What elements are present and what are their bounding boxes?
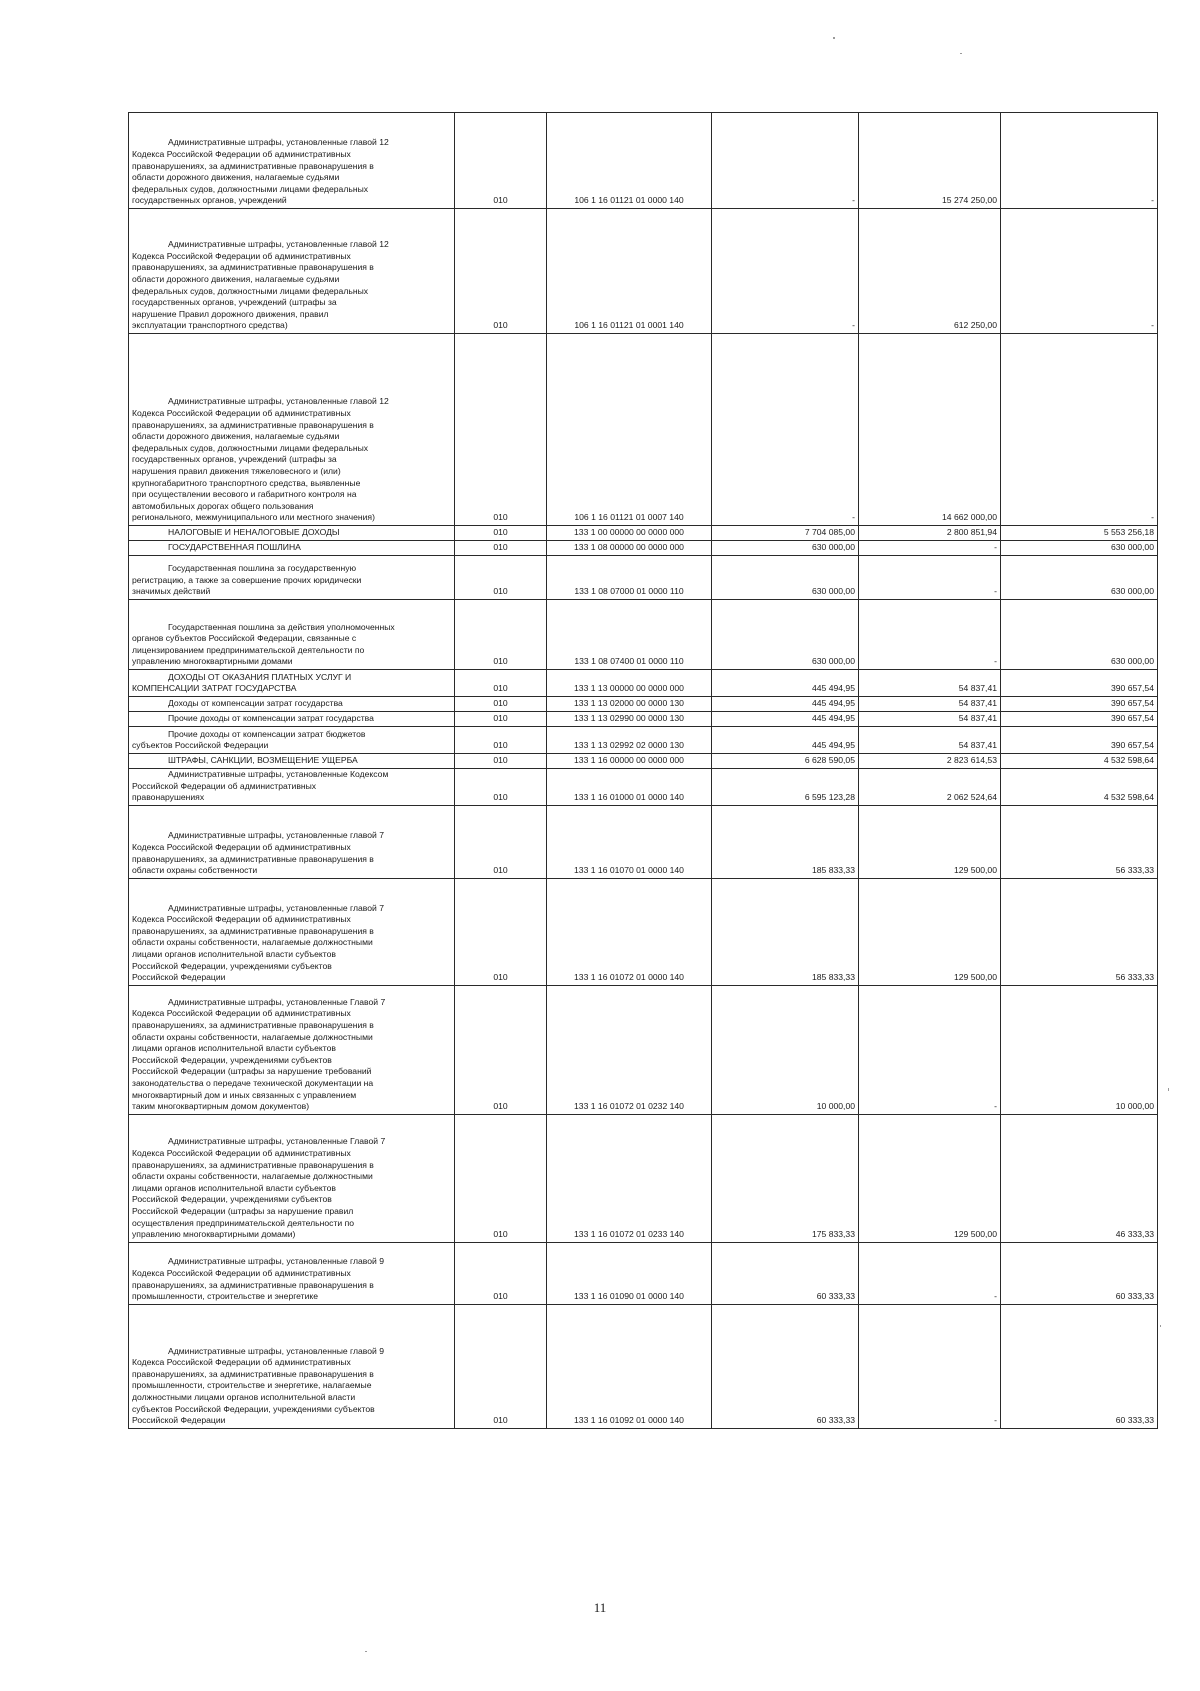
row-name-cell (129, 697, 455, 712)
scan-speck (1160, 1325, 1161, 1327)
row-name-cell (129, 805, 455, 878)
row-kbk-cell: 133 1 08 07000 01 0000 110 (547, 556, 712, 600)
row-name-line: субъектов Российской Федерации (132, 740, 269, 751)
table-body (129, 113, 1158, 1429)
row-executed-cell: 54 837,41 (859, 697, 1001, 712)
row-remaining-cell: 630 000,00 (1001, 600, 1158, 670)
row-plan-cell: 630 000,00 (712, 541, 859, 556)
scan-speck (960, 53, 962, 54)
row-name-line: лицами органов исполнительной власти субъектов (132, 1043, 336, 1054)
row-name-line: Административные штрафы, установленные главой 9 (168, 1256, 385, 1267)
table-row (129, 769, 1158, 806)
row-name-line: правонарушениях, за административные правонарушения в (132, 160, 374, 171)
row-name-cell (129, 985, 455, 1114)
row-name-line: правонарушениях, за административные правонарушения в (132, 1279, 374, 1290)
row-plan-cell: 6 628 590,05 (712, 754, 859, 769)
row-code-cell: 010 (455, 1242, 547, 1304)
row-code-cell: 010 (455, 1304, 547, 1428)
row-executed-cell: 15 274 250,00 (859, 113, 1001, 209)
row-executed-cell: - (859, 556, 1001, 600)
row-code-cell: 010 (455, 805, 547, 878)
row-remaining-cell: 60 333,33 (1001, 1304, 1158, 1428)
row-code-cell: 010 (455, 769, 547, 806)
row-name-line: области дорожного движения, налагаемые судьями (132, 172, 340, 183)
row-name-cell (129, 769, 455, 806)
row-name-line: федеральных судов, должностными лицами федеральных (132, 285, 369, 296)
row-plan-cell: - (712, 209, 859, 334)
row-code-cell: 010 (455, 697, 547, 712)
row-name-line: Российской Федерации (132, 1415, 226, 1426)
row-remaining-cell: 10 000,00 (1001, 985, 1158, 1114)
table-row (129, 805, 1158, 878)
row-name-cell (129, 113, 455, 209)
row-name-line: Кодекса Российской Федерации об административных (132, 1357, 351, 1368)
row-executed-cell: 14 662 000,00 (859, 334, 1001, 526)
row-plan-cell: 60 333,33 (712, 1304, 859, 1428)
row-name-line: Российской Федерации об административных (132, 780, 317, 791)
row-code-cell: 010 (455, 526, 547, 541)
row-remaining-cell: 60 333,33 (1001, 1242, 1158, 1304)
table-row (129, 985, 1158, 1114)
row-plan-cell: 7 704 085,00 (712, 526, 859, 541)
row-code-cell: 010 (455, 600, 547, 670)
page-number: 11 (593, 1600, 607, 1615)
row-remaining-cell: 56 333,33 (1001, 878, 1158, 985)
row-remaining-cell: 4 532 598,64 (1001, 769, 1158, 806)
row-plan-cell: 185 833,33 (712, 805, 859, 878)
row-name-cell (129, 754, 455, 769)
row-name-cell (129, 541, 455, 556)
row-code-cell: 010 (455, 754, 547, 769)
row-name-cell (129, 727, 455, 754)
row-name-cell (129, 670, 455, 697)
row-executed-cell: 54 837,41 (859, 712, 1001, 727)
row-remaining-cell: 4 532 598,64 (1001, 754, 1158, 769)
row-kbk-cell: 133 1 13 02000 00 0000 130 (547, 697, 712, 712)
row-remaining-cell: 46 333,33 (1001, 1114, 1158, 1242)
table-row (129, 670, 1158, 697)
row-code-cell: 010 (455, 985, 547, 1114)
table-row (129, 697, 1158, 712)
row-name-line: лицами органов исполнительной власти субъектов (132, 1182, 336, 1193)
row-kbk-cell: 106 1 16 01121 01 0000 140 (547, 113, 712, 209)
row-name-line: крупногабаритного транспортного средства, выявленные (132, 477, 361, 488)
row-kbk-cell: 133 1 00 00000 00 0000 000 (547, 526, 712, 541)
row-executed-cell: 54 837,41 (859, 670, 1001, 697)
row-name-line: правонарушениях, за административные правонарушения в (132, 262, 374, 273)
row-name-cell (129, 334, 455, 526)
table-row (129, 712, 1158, 727)
row-name-line: Административные штрафы, установленные главой 9 (168, 1345, 385, 1356)
row-name-line: государственных органов, учреждений (132, 195, 287, 206)
row-plan-cell: - (712, 334, 859, 526)
row-plan-cell: 6 595 123,28 (712, 769, 859, 806)
row-name-line: регионального, межмуниципального или местного значения) (132, 512, 375, 523)
row-kbk-cell: 133 1 16 01072 01 0000 140 (547, 878, 712, 985)
table-row (129, 1242, 1158, 1304)
row-remaining-cell: 390 657,54 (1001, 727, 1158, 754)
row-name-line: Доходы от компенсации затрат государства (168, 698, 343, 709)
row-name-cell (129, 712, 455, 727)
row-name-line: области охраны собственности, налагаемые должностными (132, 1171, 373, 1182)
row-name-line: ГОСУДАРСТВЕННАЯ ПОШЛИНА (168, 542, 301, 553)
row-kbk-cell: 133 1 16 01092 01 0000 140 (547, 1304, 712, 1428)
row-name-line: Российской Федерации, учреждениями субъектов (132, 960, 332, 971)
row-name-line: управлению многоквартирными домами) (132, 1229, 296, 1240)
row-remaining-cell: - (1001, 113, 1158, 209)
row-name-line: федеральных судов, должностными лицами федеральных (132, 183, 369, 194)
scan-speck (833, 37, 835, 39)
row-name-line: КОМПЕНСАЦИИ ЗАТРАТ ГОСУДАРСТВА (132, 683, 297, 694)
table-row (129, 113, 1158, 209)
row-name-line: управлению многоквартирными домами (132, 656, 293, 667)
row-name-line: правонарушениях, за административные правонарушения в (132, 1159, 374, 1170)
row-kbk-cell: 133 1 08 00000 00 0000 000 (547, 541, 712, 556)
row-name-line: при осуществлении весового и габаритного контроля на (132, 489, 357, 500)
row-plan-cell: 630 000,00 (712, 600, 859, 670)
row-remaining-cell: 390 657,54 (1001, 697, 1158, 712)
row-name-line: Государственная пошлина за государственную (168, 563, 357, 574)
row-kbk-cell: 106 1 16 01121 01 0001 140 (547, 209, 712, 334)
row-name-line: области охраны собственности (132, 865, 258, 876)
row-name-cell (129, 526, 455, 541)
row-name-cell (129, 1304, 455, 1428)
row-kbk-cell: 133 1 13 00000 00 0000 000 (547, 670, 712, 697)
row-executed-cell: 612 250,00 (859, 209, 1001, 334)
row-name-line: Государственная пошлина за действия уполномоченных (168, 621, 395, 632)
row-name-line: правонарушениях, за административные правонарушения в (132, 1020, 374, 1031)
row-executed-cell: 54 837,41 (859, 727, 1001, 754)
row-plan-cell: 445 494,95 (712, 670, 859, 697)
row-name-cell (129, 556, 455, 600)
row-code-cell: 010 (455, 878, 547, 985)
scan-speck (1168, 1088, 1169, 1091)
row-name-line: промышленности, строительстве и энергетике, налагаемые (132, 1380, 372, 1391)
row-remaining-cell: - (1001, 209, 1158, 334)
row-name-line: автомобильных дорогах общего пользования (132, 500, 314, 511)
row-remaining-cell: 630 000,00 (1001, 541, 1158, 556)
row-plan-cell: 175 833,33 (712, 1114, 859, 1242)
row-name-line: Прочие доходы от компенсации затрат государства (168, 713, 374, 724)
row-code-cell: 010 (455, 727, 547, 754)
row-executed-cell: - (859, 985, 1001, 1114)
row-kbk-cell: 133 1 16 01000 01 0000 140 (547, 769, 712, 806)
row-name-line: Административные штрафы, установленные главой 12 (168, 137, 389, 148)
row-name-line: Прочие доходы от компенсации затрат бюджетов (168, 728, 366, 739)
row-executed-cell: 2 823 614,53 (859, 754, 1001, 769)
row-name-line: правонарушениях, за административные правонарушения в (132, 419, 374, 430)
row-name-line: Административные штрафы, установленные главой 7 (168, 830, 385, 841)
row-name-line: НАЛОГОВЫЕ И НЕНАЛОГОВЫЕ ДОХОДЫ (168, 527, 340, 538)
row-plan-cell: 445 494,95 (712, 712, 859, 727)
row-name-line: Российской Федерации (штрафы за нарушение правил (132, 1206, 354, 1216)
row-name-line: правонарушениях, за административные правонарушения в (132, 1368, 374, 1379)
row-executed-cell: 2 800 851,94 (859, 526, 1001, 541)
row-code-cell: 010 (455, 1114, 547, 1242)
row-name-line: области охраны собственности, налагаемые должностными (132, 1031, 373, 1042)
row-remaining-cell: 56 333,33 (1001, 805, 1158, 878)
row-name-line: осуществления предпринимательской деятельности по (132, 1217, 355, 1228)
row-name-cell (129, 209, 455, 334)
row-name-line: Кодекса Российской Федерации об административных (132, 149, 351, 160)
row-name-line: значимых действий (132, 586, 211, 597)
row-kbk-cell: 106 1 16 01121 01 0007 140 (547, 334, 712, 526)
revenue-table (128, 112, 1158, 1429)
row-name-line: государственных органов, учреждений (штрафы за (132, 454, 337, 465)
row-name-line: Кодекса Российской Федерации об административных (132, 408, 351, 419)
row-name-line: правонарушениях, за административные правонарушения в (132, 925, 374, 936)
row-kbk-cell: 133 1 16 01072 01 0233 140 (547, 1114, 712, 1242)
table-row (129, 1304, 1158, 1428)
row-name-line: Административные штрафы, установленные Главой 7 (168, 996, 386, 1007)
row-code-cell: 010 (455, 670, 547, 697)
row-name-line: Административные штрафы, установленные главой 12 (168, 239, 389, 250)
row-name-line: нарушения правил движения тяжеловесного и (или) (132, 466, 341, 477)
row-name-line: Кодекса Российской Федерации об административных (132, 250, 351, 261)
row-plan-cell: 10 000,00 (712, 985, 859, 1114)
row-name-line: области дорожного движения, налагаемые судьями (132, 431, 340, 442)
row-plan-cell: 630 000,00 (712, 556, 859, 600)
row-kbk-cell: 133 1 16 00000 00 0000 000 (547, 754, 712, 769)
row-name-cell (129, 878, 455, 985)
row-name-line: федеральных судов, должностными лицами федеральных (132, 442, 369, 453)
row-kbk-cell: 133 1 16 01070 01 0000 140 (547, 805, 712, 878)
row-plan-cell: 60 333,33 (712, 1242, 859, 1304)
table-row (129, 541, 1158, 556)
row-plan-cell: - (712, 113, 859, 209)
table-row (129, 727, 1158, 754)
row-name-line: ШТРАФЫ, САНКЦИИ, ВОЗМЕЩЕНИЕ УЩЕРБА (168, 755, 358, 766)
row-name-cell (129, 1114, 455, 1242)
row-executed-cell: 2 062 524,64 (859, 769, 1001, 806)
row-name-line: правонарушениях (132, 792, 205, 803)
row-name-line: области дорожного движения, налагаемые судьями (132, 274, 340, 285)
row-name-line: Кодекса Российской Федерации об административных (132, 1148, 351, 1159)
row-name-cell (129, 600, 455, 670)
row-name-line: регистрацию, а также за совершение прочих юридически (132, 574, 362, 585)
row-name-line: лицами органов исполнительной власти субъектов (132, 949, 336, 959)
row-name-line: Кодекса Российской Федерации об административных (132, 914, 351, 925)
row-name-cell (129, 1242, 455, 1304)
table-row (129, 1114, 1158, 1242)
row-name-line: Административные штрафы, установленные главой 12 (168, 396, 389, 407)
table-row (129, 526, 1158, 541)
row-remaining-cell: 5 553 256,18 (1001, 526, 1158, 541)
row-kbk-cell: 133 1 16 01090 01 0000 140 (547, 1242, 712, 1304)
row-name-line: нарушение Правил дорожного движения, правил (132, 308, 329, 319)
row-plan-cell: 445 494,95 (712, 727, 859, 754)
table-row (129, 600, 1158, 670)
row-executed-cell: - (859, 1242, 1001, 1304)
row-name-line: государственных органов, учреждений (штрафы за (132, 297, 337, 308)
row-code-cell: 010 (455, 209, 547, 334)
row-name-line: органов субъектов Российской Федерации, связанные с (132, 633, 357, 644)
table-row (129, 209, 1158, 334)
row-code-cell: 010 (455, 334, 547, 526)
row-kbk-cell: 133 1 13 02990 00 0000 130 (547, 712, 712, 727)
row-kbk-cell: 133 1 16 01072 01 0232 140 (547, 985, 712, 1114)
row-name-line: таким многоквартирным домом документов) (132, 1101, 310, 1112)
row-plan-cell: 445 494,95 (712, 697, 859, 712)
row-kbk-cell: 133 1 08 07400 01 0000 110 (547, 600, 712, 670)
scan-speck (365, 1651, 367, 1652)
row-plan-cell: 185 833,33 (712, 878, 859, 985)
table-row (129, 556, 1158, 600)
table-row (129, 754, 1158, 769)
row-code-cell: 010 (455, 113, 547, 209)
row-name-line: промышленности, строительстве и энергетике (132, 1291, 319, 1302)
row-name-line: Административные штрафы, установленные главой 7 (168, 902, 385, 913)
row-executed-cell: - (859, 600, 1001, 670)
row-kbk-cell: 133 1 13 02992 02 0000 130 (547, 727, 712, 754)
row-name-line: Кодекса Российской Федерации об административных (132, 1268, 351, 1278)
row-name-line: Административные штрафы, установленные Главой 7 (168, 1136, 386, 1147)
row-remaining-cell: - (1001, 334, 1158, 526)
row-name-line: правонарушениях, за административные правонарушения в (132, 853, 374, 864)
row-name-line: области охраны собственности, налагаемые должностными (132, 937, 373, 948)
row-name-line: эксплуатации транспортного средства) (132, 320, 288, 331)
table-row (129, 334, 1158, 526)
row-name-line: Российской Федерации (132, 972, 226, 983)
row-executed-cell: - (859, 1304, 1001, 1428)
row-code-cell: 010 (455, 541, 547, 556)
row-executed-cell: 129 500,00 (859, 805, 1001, 878)
row-name-line: Российской Федерации, учреждениями субъектов (132, 1194, 332, 1205)
row-name-line: Кодекса Российской Федерации об административных (132, 1008, 351, 1019)
row-name-line: ДОХОДЫ ОТ ОКАЗАНИЯ ПЛАТНЫХ УСЛУГ И (168, 671, 352, 682)
row-name-line: Российской Федерации (штрафы за нарушение требований (132, 1066, 372, 1077)
row-remaining-cell: 390 657,54 (1001, 712, 1158, 727)
row-code-cell: 010 (455, 556, 547, 600)
row-name-line: законодательства о передаче технической документации на (132, 1078, 374, 1088)
row-name-line: Кодекса Российской Федерации об административных (132, 842, 351, 852)
row-name-line: субъектов Российской Федерации, учреждениями субъектов (132, 1403, 375, 1414)
row-remaining-cell: 630 000,00 (1001, 556, 1158, 600)
table-row (129, 878, 1158, 985)
row-name-line: лицензированием предпринимательской деятельности по (132, 644, 365, 655)
row-executed-cell: 129 500,00 (859, 878, 1001, 985)
row-name-line: должностными лицами органов исполнительной власти (132, 1392, 356, 1402)
row-executed-cell: - (859, 541, 1001, 556)
row-code-cell: 010 (455, 712, 547, 727)
row-name-line: Административные штрафы, установленные Кодексом (168, 769, 389, 779)
row-name-line: многоквартирный дом и иных связанных с управлением (132, 1089, 357, 1100)
row-name-line: Российской Федерации, учреждениями субъектов (132, 1054, 332, 1065)
row-executed-cell: 129 500,00 (859, 1114, 1001, 1242)
row-remaining-cell: 390 657,54 (1001, 670, 1158, 697)
